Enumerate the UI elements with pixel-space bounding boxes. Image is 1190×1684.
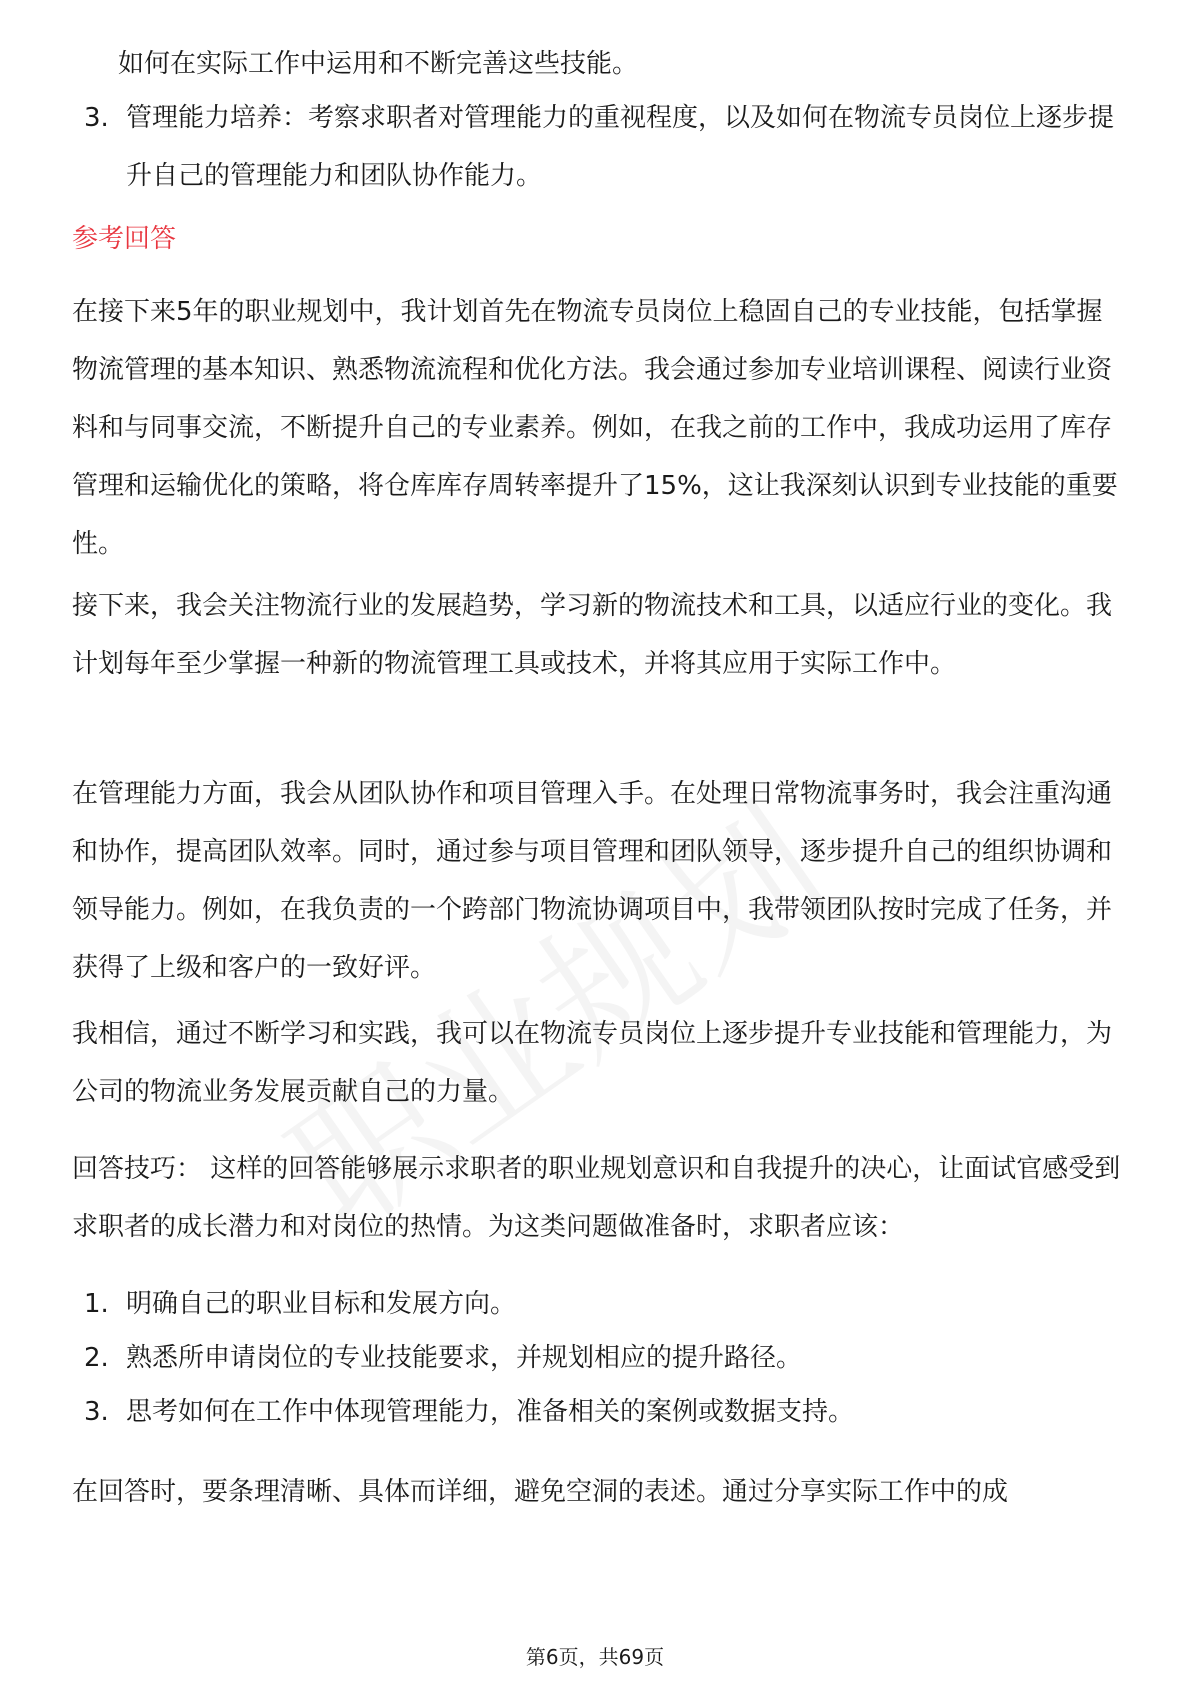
- tip-number: 3.: [84, 1397, 109, 1427]
- closing-text: 在回答时，要条理清晰、具体而详细，避免空洞的表述。通过分享实际工作中的成: [72, 1477, 1009, 1507]
- list-text: 管理能力培养：考察求职者对管理能力的重视程度，以及如何在物流专员岗位上逐步提升自己的管理能力和团队协作能力。: [126, 103, 1115, 191]
- tip-number: 1.: [84, 1289, 109, 1319]
- tip-text: 思考如何在工作中体现管理能力，准备相关的案例或数据支持。: [126, 1397, 855, 1427]
- tip-text: 明确自己的职业目标和发展方向。: [126, 1289, 517, 1319]
- paragraph-1: 在接下来5年的职业规划中，我计划首先在物流专员岗位上稳固自己的专业技能，包括掌握物流管理的基本知识、熟悉物流流程和优化方法。我会通过参加专业培训课程、阅读行业资料和与同事交流，不断提升自己的专业素养。例如，在我之前的工作中，我成功运用了库存管理和运输优化的策略，将仓库库存周转率提升了15%，这让我深刻认识到专业技能的重要性。: [72, 297, 1118, 559]
- tip-item: [84, 1275, 1124, 1333]
- paragraph-2: 接下来，我会关注物流行业的发展趋势，学习新的物流技术和工具，以适应行业的变化。我计划每年至少掌握一种新的物流管理工具或技术，并将其应用于实际工作中。: [72, 591, 1113, 679]
- paragraph-3: 在管理能力方面，我会从团队协作和项目管理入手。在处理日常物流事务时，我会注重沟通和协作，提高团队效率。同时，通过参与项目管理和团队领导，逐步提升自己的组织协调和领导能力。例如，在我负责的一个跨部门物流协调项目中，我带领团队按时完成了任务，并获得了上级和客户的一致好评。: [72, 779, 1113, 983]
- list-item: [84, 89, 1124, 205]
- paragraph-4: 我相信，通过不断学习和实践，我可以在物流专员岗位上逐步提升专业技能和管理能力，为公司的物流业务发展贡献自己的力量。: [72, 1019, 1113, 1107]
- answer-heading: 参考回答: [72, 224, 177, 254]
- list-number: 3.: [84, 103, 109, 133]
- page-footer: 第6页，共69页: [525, 1645, 665, 1669]
- tip-text: 熟悉所申请岗位的专业技能要求，并规划相应的提升路径。: [126, 1343, 803, 1373]
- continuation-text: 如何在实际工作中运用和不断完善这些技能。: [118, 49, 639, 79]
- tip-number: 2.: [84, 1343, 109, 1373]
- tips-text: 回答技巧： 这样的回答能够展示求职者的职业规划意识和自我提升的决心，让面试官感受到求职者的成长潜力和对岗位的热情。为这类问题做准备时，求职者应该：: [72, 1154, 1121, 1242]
- tip-item: [84, 1329, 1124, 1387]
- tip-item: [84, 1383, 1124, 1441]
